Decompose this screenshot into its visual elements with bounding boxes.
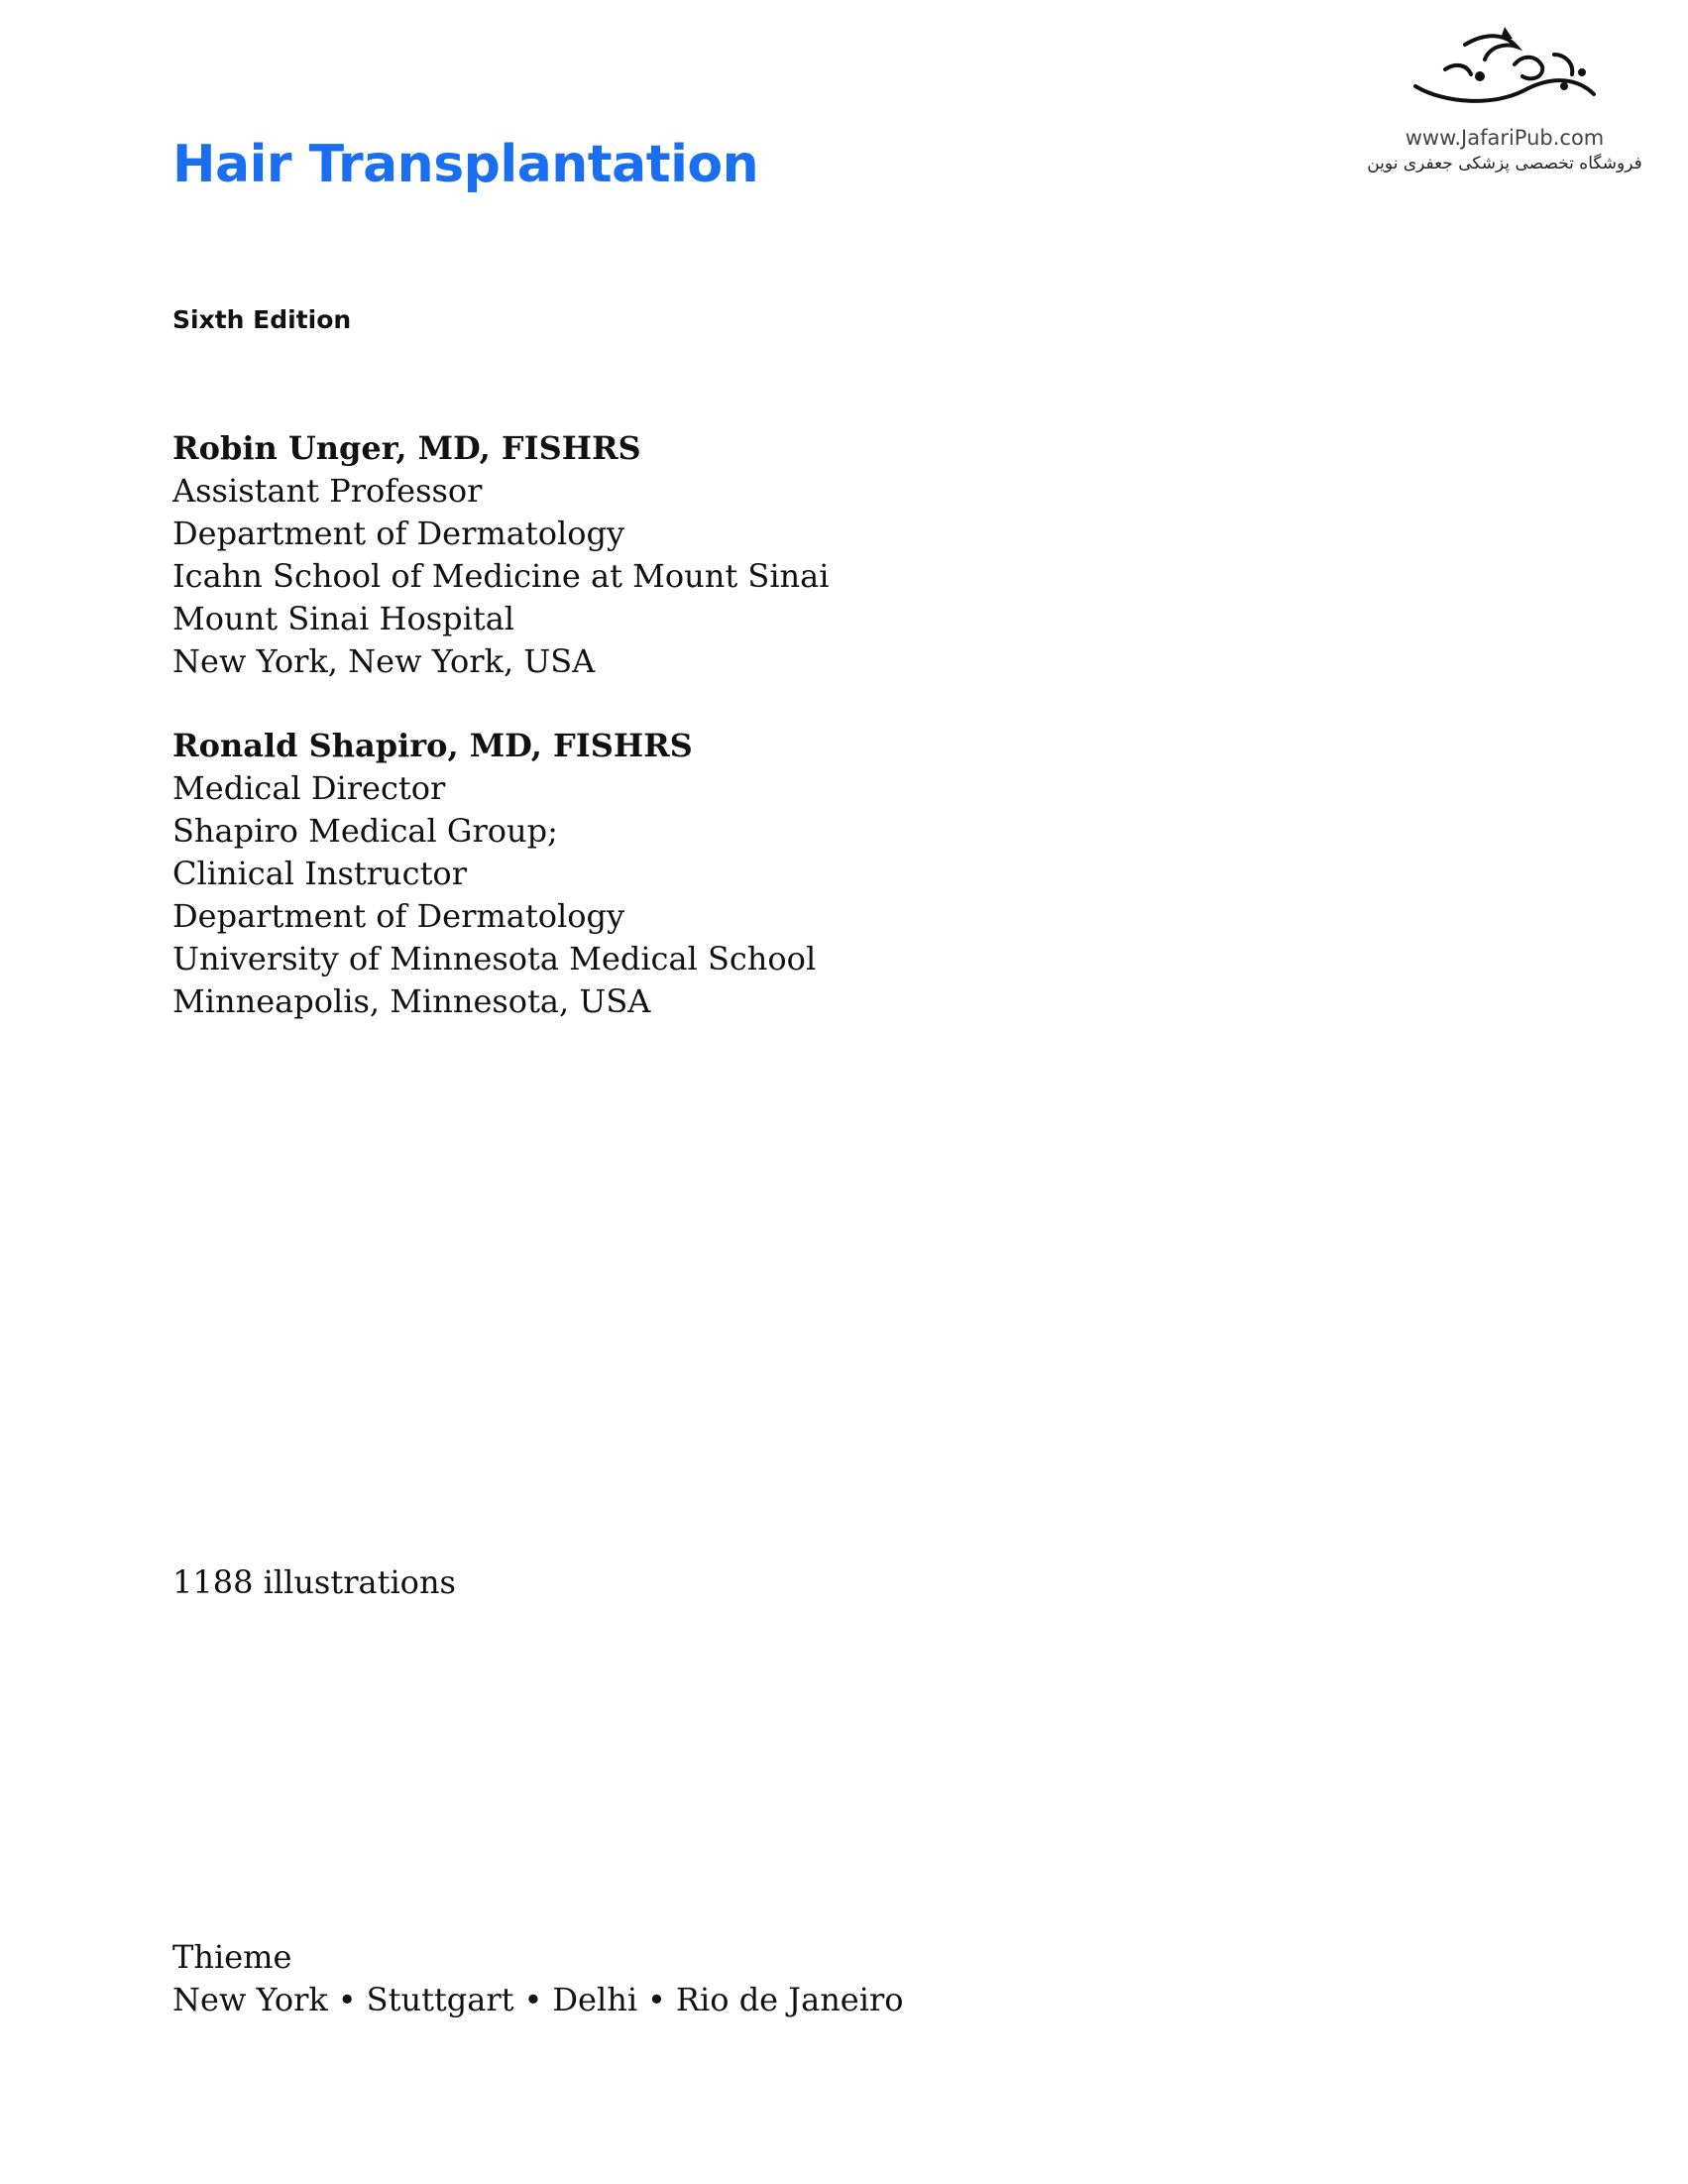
- publisher-block: [172, 1936, 904, 2021]
- author-affiliation-line: Shapiro Medical Group;: [172, 812, 558, 850]
- author-affiliation-line: University of Minnesota Medical School: [172, 940, 817, 977]
- watermark-url: www.JafariPub.com: [1405, 126, 1605, 150]
- bullet-separator: •: [337, 1981, 357, 2018]
- publisher-cities: [172, 1979, 904, 2021]
- city: Delhi: [552, 1981, 638, 2018]
- author-block-1: [172, 427, 829, 683]
- author-name: Robin Unger, MD, FISHRS: [172, 429, 641, 467]
- author-affiliation-line: Medical Director: [172, 769, 446, 807]
- watermark-logo: [1361, 25, 1648, 193]
- edition-label: Sixth Edition: [172, 305, 352, 334]
- author-name: Ronald Shapiro, MD, FISHRS: [172, 727, 693, 764]
- watermark-tagline: فروشگاه تخصصی پزشکی جعفری نوین: [1367, 154, 1642, 173]
- publisher-name: Thieme: [172, 1938, 292, 1976]
- author-affiliation-line: New York, New York, USA: [172, 642, 596, 680]
- author-affiliation-line: Assistant Professor: [172, 472, 483, 510]
- author-affiliation-line: Clinical Instructor: [172, 855, 467, 892]
- author-affiliation-line: Department of Dermatology: [172, 515, 625, 552]
- city: Rio de Janeiro: [675, 1981, 904, 2018]
- bullet-separator: •: [523, 1981, 543, 2018]
- illustrations-count: 1188 illustrations: [172, 1563, 456, 1601]
- author-block-2: [172, 725, 816, 1023]
- bullet-separator: •: [647, 1981, 666, 2018]
- book-title: Hair Transplantation: [172, 135, 759, 194]
- author-affiliation-line: Department of Dermatology: [172, 897, 625, 935]
- city: Stuttgart: [366, 1981, 514, 2018]
- author-affiliation-line: Mount Sinai Hospital: [172, 600, 515, 637]
- calligraphy-logo-icon: [1406, 25, 1604, 124]
- author-affiliation-line: Minneapolis, Minnesota, USA: [172, 982, 651, 1020]
- city: New York: [172, 1981, 328, 2018]
- author-affiliation-line: Icahn School of Medicine at Mount Sinai: [172, 557, 830, 595]
